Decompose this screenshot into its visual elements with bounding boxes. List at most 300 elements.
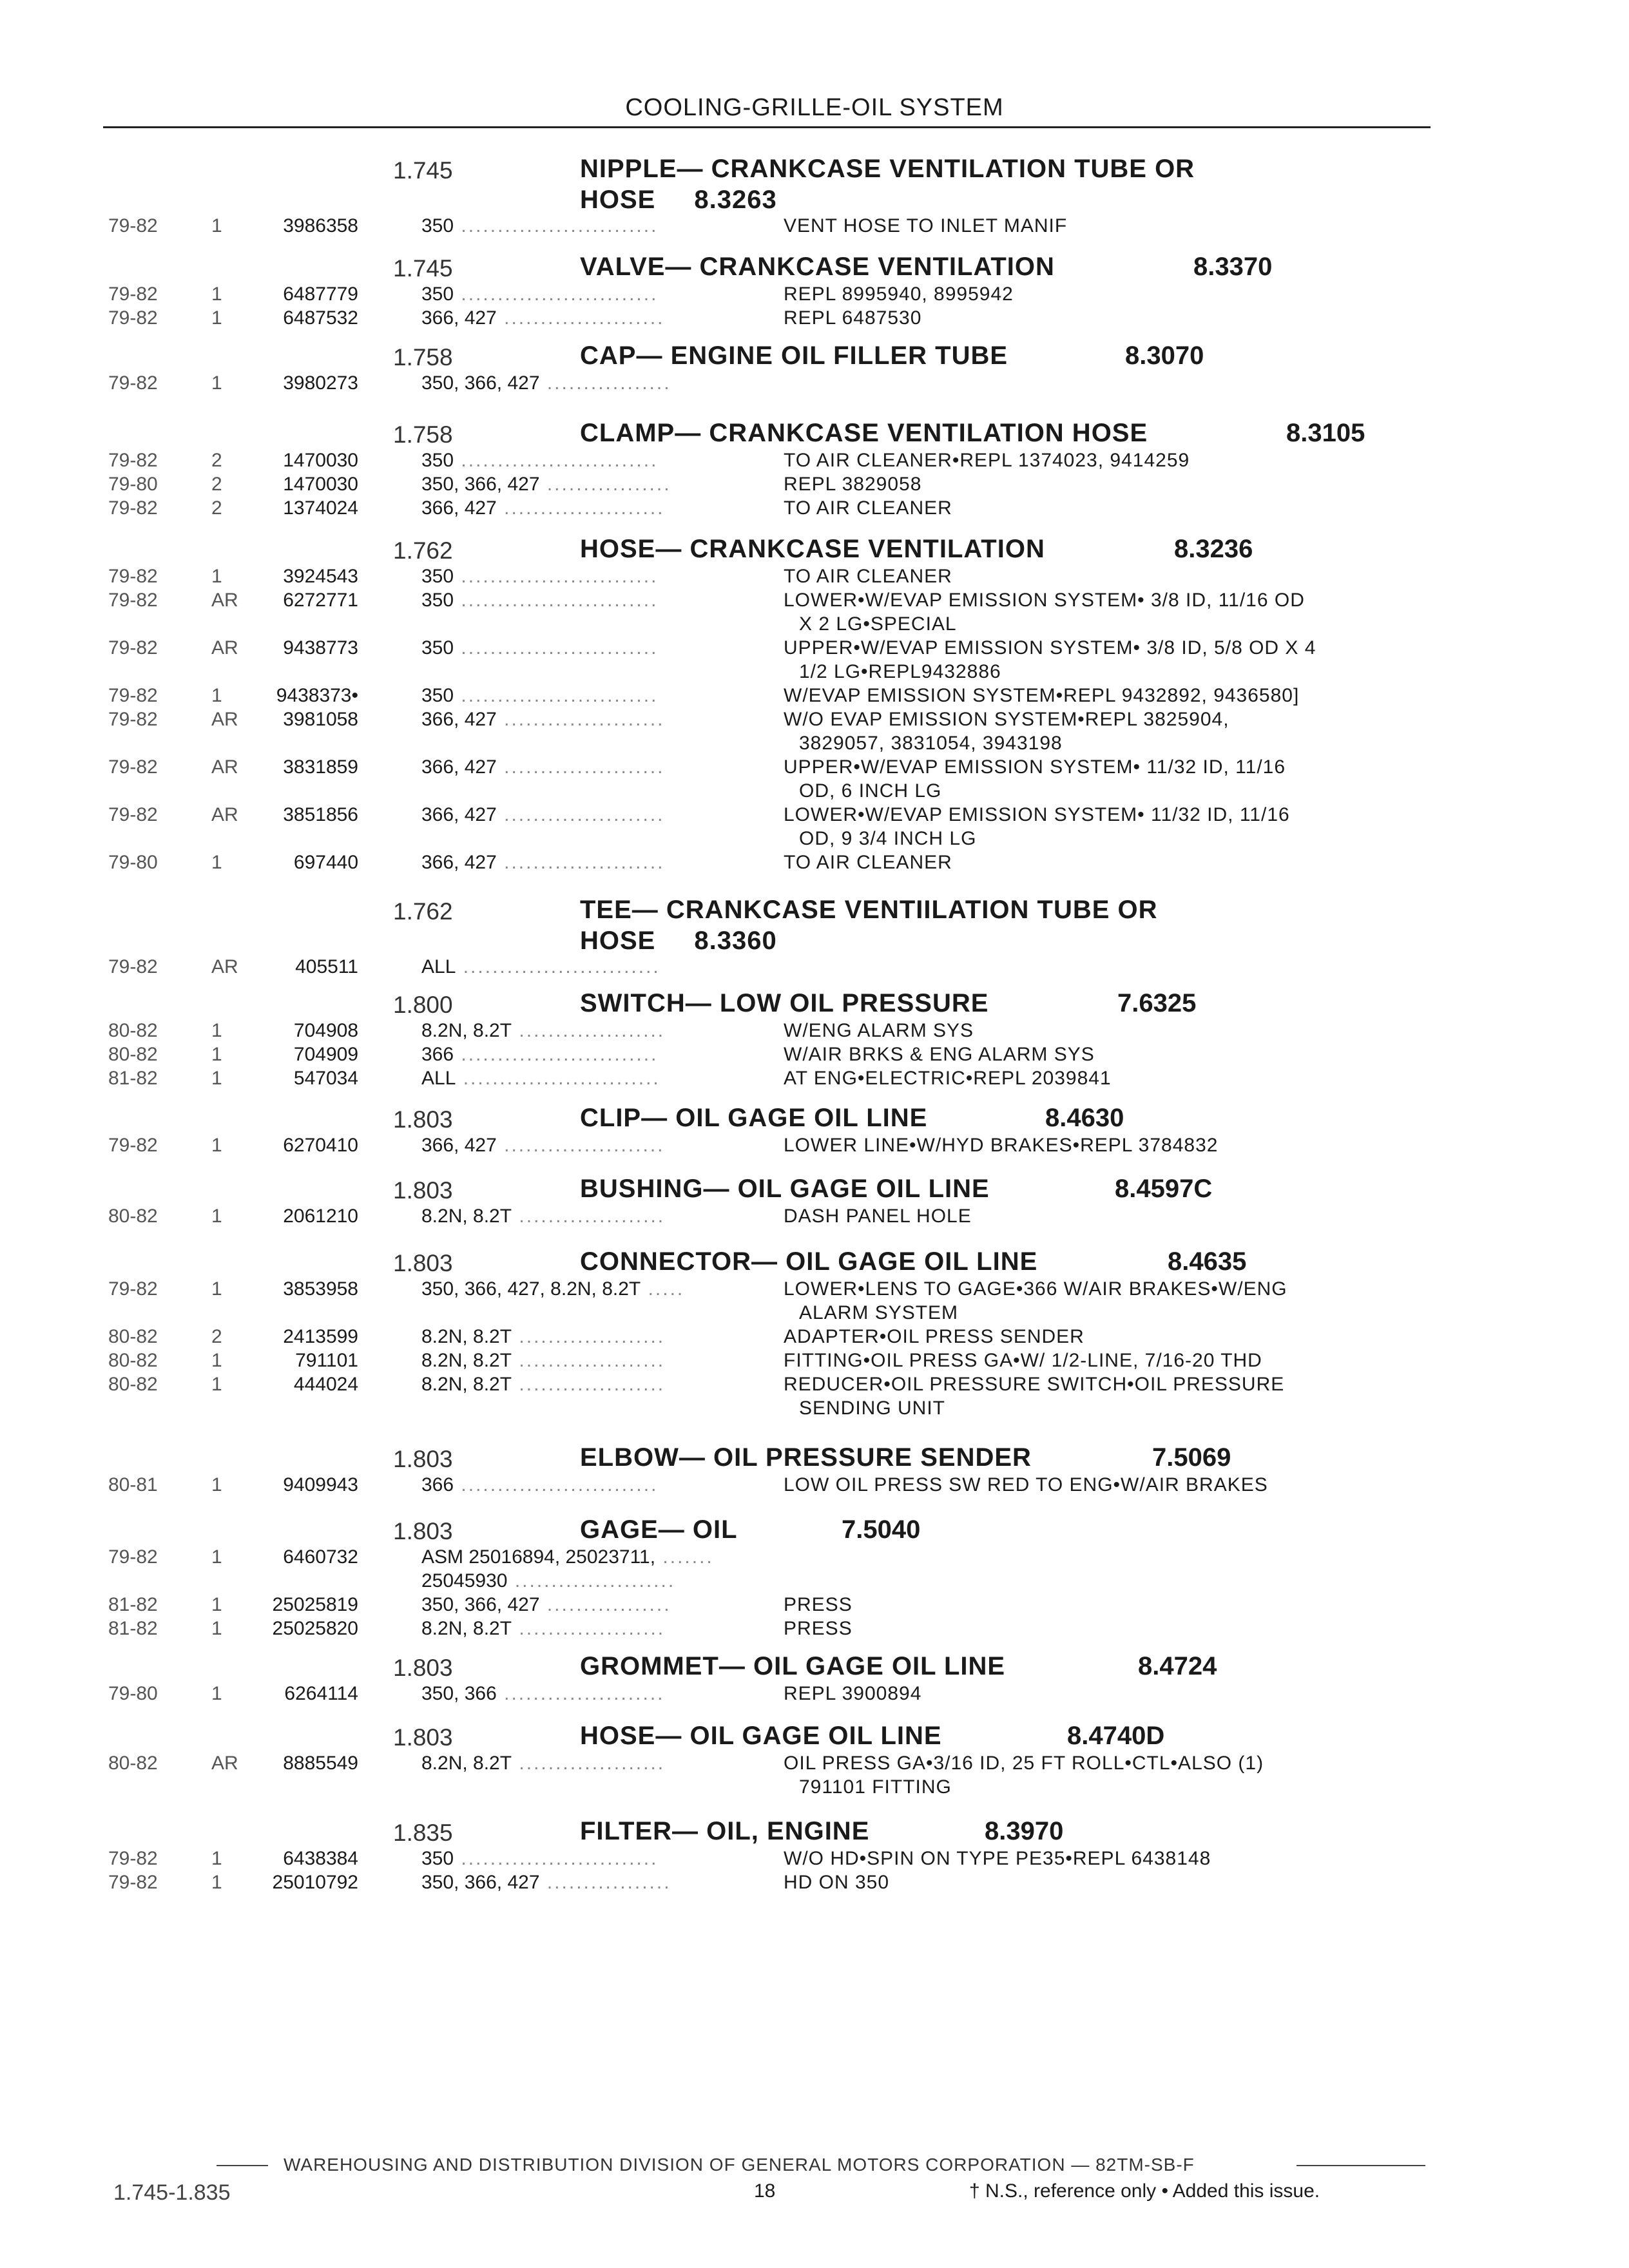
description: TO AIR CLEANER bbox=[784, 497, 952, 519]
application: 350 bbox=[421, 1848, 454, 1869]
application-cell bbox=[421, 1848, 658, 1870]
quantity: 2 bbox=[211, 474, 222, 495]
parts-entry bbox=[0, 341, 1629, 396]
group-code: 8.4630 bbox=[1045, 1104, 1124, 1132]
application-cell bbox=[421, 1546, 714, 1568]
part-number: 3980273 bbox=[283, 372, 358, 394]
entry-header bbox=[0, 1104, 1629, 1135]
model-years: 81-82 bbox=[108, 1594, 158, 1615]
group-code: 8.4724 bbox=[1138, 1652, 1217, 1680]
entry-rows bbox=[0, 372, 1629, 396]
table-row bbox=[0, 709, 1629, 756]
reference-number: 1.803 bbox=[393, 1106, 453, 1133]
entry-header bbox=[0, 253, 1629, 284]
application: 350, 366, 427 bbox=[421, 1594, 540, 1615]
application: 8.2N, 8.2T bbox=[421, 1753, 512, 1774]
footer-range: 1.745-1.835 bbox=[113, 2180, 231, 2205]
description: OIL PRESS GA•3/16 ID, 25 FT ROLL•CTL•ALSO (1) bbox=[784, 1753, 1264, 1774]
part-number: 8885549 bbox=[283, 1753, 358, 1774]
entry-rows bbox=[0, 1135, 1629, 1158]
group-code: 8.3360 bbox=[694, 927, 777, 955]
quantity: AR bbox=[211, 637, 238, 658]
part-number: 3986358 bbox=[283, 215, 358, 236]
leader-dots: ...................... bbox=[496, 1135, 665, 1156]
application: 350, 366, 427 bbox=[421, 474, 540, 495]
parts-entry bbox=[0, 1175, 1629, 1229]
application-cell bbox=[421, 1474, 658, 1496]
table-row bbox=[0, 474, 1629, 497]
leader-dots: ...................... bbox=[496, 709, 665, 730]
part-name: HOSE— OIL GAGE OIL LINE bbox=[580, 1722, 942, 1750]
quantity: 1 bbox=[211, 215, 222, 236]
part-number: 6264114 bbox=[284, 1683, 358, 1704]
application-cell bbox=[421, 709, 665, 731]
entry-header bbox=[0, 155, 1629, 215]
application-cell bbox=[421, 1326, 665, 1348]
application-cell bbox=[421, 1278, 684, 1300]
leader-dots: ........................... bbox=[454, 1044, 659, 1065]
footer-division-text: WAREHOUSING AND DISTRIBUTION DIVISION OF GENERAL MOTORS CORPORATION — 82TM-SB-F bbox=[284, 2155, 1195, 2175]
model-years: 79-82 bbox=[108, 307, 158, 329]
reference-number: 1.758 bbox=[393, 421, 453, 448]
description: REPL 3829058 bbox=[784, 474, 922, 495]
description-continued: 1/2 LG•REPL9432886 bbox=[799, 661, 1001, 682]
page-title: COOLING-GRILLE-OIL SYSTEM bbox=[625, 94, 1004, 121]
model-years: 79-82 bbox=[108, 566, 158, 587]
part-number: 1374024 bbox=[283, 497, 358, 519]
part-name: BUSHING— OIL GAGE OIL LINE bbox=[580, 1175, 990, 1203]
reference-number: 1.758 bbox=[393, 344, 453, 370]
description: REPL 8995940, 8995942 bbox=[784, 284, 1014, 305]
leader-dots: ................. bbox=[539, 1872, 671, 1893]
application-cell bbox=[421, 284, 658, 305]
application-cell bbox=[421, 215, 658, 237]
leader-dots: ...................... bbox=[496, 804, 665, 825]
leader-dots: ........................... bbox=[456, 956, 660, 977]
parts-entry bbox=[0, 1817, 1629, 1896]
table-row bbox=[0, 1135, 1629, 1158]
table-row bbox=[0, 1546, 1629, 1570]
table-row bbox=[0, 756, 1629, 804]
application-cell bbox=[421, 1683, 665, 1705]
part-number: 547034 bbox=[293, 1068, 358, 1089]
leader-dots: ........................... bbox=[456, 1068, 660, 1089]
leader-dots: ...................... bbox=[496, 1683, 665, 1704]
part-name-line2: HOSE bbox=[580, 186, 656, 214]
table-row bbox=[0, 1474, 1629, 1498]
group-code: 7.5040 bbox=[842, 1515, 921, 1544]
application: 366, 427 bbox=[421, 497, 497, 519]
quantity: AR bbox=[211, 590, 238, 611]
leader-dots: ................. bbox=[539, 474, 671, 495]
part-name-continued bbox=[580, 186, 777, 215]
application: 366 bbox=[421, 1474, 454, 1495]
description-continued: X 2 LG•SPECIAL bbox=[799, 613, 957, 635]
table-row bbox=[0, 307, 1629, 331]
reference-number: 1.803 bbox=[393, 1518, 453, 1544]
part-number: 791101 bbox=[295, 1350, 358, 1371]
application-cell bbox=[421, 956, 660, 978]
table-row bbox=[0, 1044, 1629, 1068]
leader-dots: ...................... bbox=[496, 307, 665, 329]
leader-dots: ........................... bbox=[454, 1474, 659, 1495]
leader-dots: .................... bbox=[512, 1618, 666, 1639]
quantity: 1 bbox=[211, 1374, 222, 1395]
entry-rows bbox=[0, 566, 1629, 876]
leader-dots: .................... bbox=[512, 1326, 666, 1347]
part-number: 25025820 bbox=[272, 1618, 358, 1639]
part-number: 9438773 bbox=[283, 637, 358, 658]
application: 8.2N, 8.2T bbox=[421, 1020, 512, 1041]
description: W/O EVAP EMISSION SYSTEM•REPL 3825904, bbox=[784, 709, 1229, 730]
model-years: 80-82 bbox=[108, 1206, 158, 1227]
application: 8.2N, 8.2T bbox=[421, 1326, 512, 1347]
application: 350 bbox=[421, 637, 454, 658]
description: REPL 6487530 bbox=[784, 307, 922, 329]
leader-dots: ...................... bbox=[507, 1570, 676, 1591]
application-cell bbox=[421, 804, 665, 826]
reference-number: 1.835 bbox=[393, 1820, 453, 1846]
leader-dots: ........................... bbox=[454, 637, 659, 658]
reference-number: 1.803 bbox=[393, 1250, 453, 1276]
model-years: 79-80 bbox=[108, 1683, 158, 1704]
table-row bbox=[0, 804, 1629, 852]
quantity: 1 bbox=[211, 1872, 222, 1893]
application: 350 bbox=[421, 450, 454, 471]
parts-entry bbox=[0, 1443, 1629, 1498]
table-row bbox=[0, 1350, 1629, 1374]
parts-entry bbox=[0, 989, 1629, 1091]
model-years: 79-82 bbox=[108, 637, 158, 658]
description-continued: OD, 6 INCH LG bbox=[799, 780, 942, 802]
description: LOWER•LENS TO GAGE•366 W/AIR BRAKES•W/ENG bbox=[784, 1278, 1287, 1300]
description: UPPER•W/EVAP EMISSION SYSTEM• 3/8 ID, 5/8 OD X 4 bbox=[784, 637, 1316, 658]
application-cell bbox=[421, 756, 665, 778]
part-number: 3831859 bbox=[283, 756, 358, 778]
description-continued: 791101 FITTING bbox=[799, 1776, 952, 1798]
application: 350, 366, 427 bbox=[421, 1872, 540, 1893]
quantity: 1 bbox=[211, 1848, 222, 1869]
parts-entry bbox=[0, 253, 1629, 331]
description: PRESS bbox=[784, 1618, 853, 1639]
parts-entry bbox=[0, 1515, 1629, 1642]
application-cell bbox=[421, 497, 665, 519]
quantity: 1 bbox=[211, 1020, 222, 1041]
leader-dots: ........................... bbox=[454, 685, 659, 706]
quantity: 2 bbox=[211, 497, 222, 519]
quantity: AR bbox=[211, 709, 238, 730]
quantity: 1 bbox=[211, 566, 222, 587]
leader-dots: ........................... bbox=[454, 1848, 659, 1869]
entry-rows bbox=[0, 215, 1629, 239]
reference-number: 1.803 bbox=[393, 1177, 453, 1204]
application: 8.2N, 8.2T bbox=[421, 1350, 512, 1371]
description: DASH PANEL HOLE bbox=[784, 1206, 972, 1227]
entry-header bbox=[0, 1817, 1629, 1848]
quantity: 1 bbox=[211, 1068, 222, 1089]
leader-dots: .................... bbox=[512, 1753, 666, 1774]
part-name: ELBOW— OIL PRESSURE SENDER bbox=[580, 1443, 1032, 1472]
quantity: 1 bbox=[211, 1546, 222, 1568]
part-number: 3853958 bbox=[283, 1278, 358, 1300]
table-row bbox=[0, 1848, 1629, 1872]
part-number: 6487779 bbox=[283, 284, 358, 305]
model-years: 80-82 bbox=[108, 1044, 158, 1065]
quantity: 1 bbox=[211, 1474, 222, 1495]
entry-header bbox=[0, 341, 1629, 372]
entry-header bbox=[0, 1175, 1629, 1206]
parts-entry bbox=[0, 1652, 1629, 1707]
application: 350 bbox=[421, 215, 454, 236]
model-years: 79-82 bbox=[108, 804, 158, 825]
description: REPL 3900894 bbox=[784, 1683, 922, 1704]
application: 25045930 bbox=[421, 1570, 508, 1591]
quantity: 1 bbox=[211, 1278, 222, 1300]
part-number: 3981058 bbox=[283, 709, 358, 730]
table-row bbox=[0, 215, 1629, 239]
description: UPPER•W/EVAP EMISSION SYSTEM• 11/32 ID, 11/16 bbox=[784, 756, 1286, 778]
entry-rows bbox=[0, 1206, 1629, 1229]
description: ADAPTER•OIL PRESS SENDER bbox=[784, 1326, 1084, 1347]
application: 366, 427 bbox=[421, 756, 497, 778]
part-number: 1470030 bbox=[283, 450, 358, 471]
leader-dots: ........................... bbox=[454, 450, 659, 471]
part-number: 1470030 bbox=[283, 474, 358, 495]
model-years: 80-82 bbox=[108, 1020, 158, 1041]
part-number: 25025819 bbox=[272, 1594, 358, 1615]
entry-header bbox=[0, 989, 1629, 1020]
part-name: VALVE— CRANKCASE VENTILATION bbox=[580, 253, 1055, 281]
model-years: 80-82 bbox=[108, 1374, 158, 1395]
quantity: AR bbox=[211, 1753, 238, 1774]
description: FITTING•OIL PRESS GA•W/ 1/2-LINE, 7/16-20 THD bbox=[784, 1350, 1262, 1371]
table-row bbox=[0, 1374, 1629, 1421]
model-years: 79-82 bbox=[108, 1135, 158, 1156]
description-continued: 3829057, 3831054, 3943198 bbox=[799, 733, 1063, 754]
model-years: 79-82 bbox=[108, 497, 158, 519]
description: LOW OIL PRESS SW RED TO ENG•W/AIR BRAKES bbox=[784, 1474, 1268, 1495]
model-years: 80-82 bbox=[108, 1753, 158, 1774]
part-name-line2: HOSE bbox=[580, 927, 656, 955]
part-name: SWITCH— LOW OIL PRESSURE bbox=[580, 989, 989, 1017]
parts-entry bbox=[0, 155, 1629, 239]
description: LOWER•W/EVAP EMISSION SYSTEM• 3/8 ID, 11/16 OD bbox=[784, 590, 1305, 611]
application-cell bbox=[421, 474, 671, 495]
leader-dots: ....... bbox=[655, 1546, 714, 1568]
application-cell bbox=[421, 307, 665, 329]
quantity: 1 bbox=[211, 372, 222, 394]
part-number: 9409943 bbox=[283, 1474, 358, 1495]
application: 350 bbox=[421, 566, 454, 587]
parts-entry bbox=[0, 1722, 1629, 1800]
part-name: CLIP— OIL GAGE OIL LINE bbox=[580, 1104, 928, 1132]
description-continued: OD, 9 3/4 INCH LG bbox=[799, 828, 977, 849]
entry-header bbox=[0, 419, 1629, 450]
application-cell bbox=[421, 1044, 658, 1066]
leader-dots: ................. bbox=[539, 1594, 671, 1615]
table-row bbox=[0, 956, 1629, 980]
part-number: 405511 bbox=[295, 956, 358, 977]
part-number: 704909 bbox=[293, 1044, 358, 1065]
application: 8.2N, 8.2T bbox=[421, 1374, 512, 1395]
application-cell bbox=[421, 372, 671, 394]
footer-rule-right bbox=[1296, 2165, 1425, 2166]
entry-rows bbox=[0, 1848, 1629, 1896]
part-name: FILTER— OIL, ENGINE bbox=[580, 1817, 870, 1845]
description: TO AIR CLEANER bbox=[784, 566, 952, 587]
application: 366, 427 bbox=[421, 852, 497, 873]
quantity: 1 bbox=[211, 685, 222, 706]
part-number: 704908 bbox=[293, 1020, 358, 1041]
model-years: 79-82 bbox=[108, 685, 158, 706]
group-code: 8.3263 bbox=[694, 186, 777, 214]
part-number: 444024 bbox=[293, 1374, 358, 1395]
group-code: 8.4740D bbox=[1067, 1722, 1165, 1750]
application-cell bbox=[421, 1618, 665, 1640]
description: VENT HOSE TO INLET MANIF bbox=[784, 215, 1068, 236]
model-years: 80-81 bbox=[108, 1474, 158, 1495]
part-name: GROMMET— OIL GAGE OIL LINE bbox=[580, 1652, 1006, 1680]
table-row bbox=[0, 685, 1629, 709]
entry-rows bbox=[0, 1474, 1629, 1498]
part-number: 6272771 bbox=[283, 590, 358, 611]
model-years: 79-82 bbox=[108, 590, 158, 611]
application: 350, 366 bbox=[421, 1683, 497, 1704]
reference-number: 1.745 bbox=[393, 255, 453, 282]
table-row bbox=[0, 852, 1629, 876]
part-number: 6270410 bbox=[283, 1135, 358, 1156]
application-cell bbox=[421, 637, 658, 659]
table-row bbox=[0, 1278, 1629, 1326]
model-years: 79-82 bbox=[108, 215, 158, 236]
entry-header bbox=[0, 896, 1629, 956]
footer-note: † N.S., reference only • Added this issue. bbox=[969, 2180, 1320, 2202]
quantity: 1 bbox=[211, 307, 222, 329]
group-code: 8.3105 bbox=[1286, 419, 1365, 447]
parts-entry bbox=[0, 1104, 1629, 1158]
leader-dots: ........................... bbox=[454, 215, 659, 236]
part-name: NIPPLE— CRANKCASE VENTILATION TUBE OR bbox=[580, 155, 1195, 183]
quantity: 2 bbox=[211, 450, 222, 471]
application-cell bbox=[421, 1135, 665, 1157]
group-code: 7.5069 bbox=[1152, 1443, 1231, 1472]
model-years: 79-82 bbox=[108, 372, 158, 394]
part-number: 6487532 bbox=[283, 307, 358, 329]
entry-rows bbox=[0, 956, 1629, 980]
group-code: 8.3070 bbox=[1125, 341, 1204, 370]
part-name: GAGE— OIL bbox=[580, 1515, 738, 1544]
leader-dots: ..... bbox=[641, 1278, 685, 1300]
table-row bbox=[0, 590, 1629, 637]
quantity: 1 bbox=[211, 1350, 222, 1371]
table-row bbox=[0, 1594, 1629, 1618]
entry-rows bbox=[0, 1020, 1629, 1091]
model-years: 79-82 bbox=[108, 284, 158, 305]
application: 350 bbox=[421, 685, 454, 706]
group-code: 8.3970 bbox=[985, 1817, 1064, 1845]
part-name: CAP— ENGINE OIL FILLER TUBE bbox=[580, 341, 1008, 370]
application: 350 bbox=[421, 284, 454, 305]
quantity: 1 bbox=[211, 1683, 222, 1704]
model-years: 79-82 bbox=[108, 1546, 158, 1568]
part-number: 2413599 bbox=[283, 1326, 358, 1347]
table-row bbox=[0, 1618, 1629, 1642]
application-cell bbox=[421, 852, 665, 874]
parts-entry bbox=[0, 1247, 1629, 1421]
model-years: 81-82 bbox=[108, 1618, 158, 1639]
table-row bbox=[0, 566, 1629, 590]
leader-dots: ........................... bbox=[454, 566, 659, 587]
entry-rows bbox=[0, 1683, 1629, 1707]
entry-rows bbox=[0, 284, 1629, 331]
description-continued: ALARM SYSTEM bbox=[799, 1302, 959, 1323]
table-row bbox=[0, 1020, 1629, 1044]
group-code: 8.3236 bbox=[1174, 535, 1253, 563]
application-cell bbox=[421, 590, 658, 611]
application: 8.2N, 8.2T bbox=[421, 1206, 512, 1227]
application: ASM 25016894, 25023711, bbox=[421, 1546, 656, 1568]
quantity: 1 bbox=[211, 1044, 222, 1065]
model-years: 79-82 bbox=[108, 956, 158, 977]
group-code: 8.4635 bbox=[1168, 1247, 1247, 1276]
description: LOWER•W/EVAP EMISSION SYSTEM• 11/32 ID, 11/16 bbox=[784, 804, 1290, 825]
model-years: 79-82 bbox=[108, 756, 158, 778]
table-row bbox=[0, 284, 1629, 307]
leader-dots: ........................... bbox=[454, 284, 659, 305]
quantity: 1 bbox=[211, 1206, 222, 1227]
application: ALL bbox=[421, 1068, 456, 1089]
reference-number: 1.745 bbox=[393, 157, 453, 184]
description: HD ON 350 bbox=[784, 1872, 890, 1893]
model-years: 80-82 bbox=[108, 1326, 158, 1347]
part-number: 25010792 bbox=[272, 1872, 358, 1893]
description: TO AIR CLEANER•REPL 1374023, 9414259 bbox=[784, 450, 1190, 471]
reference-number: 1.762 bbox=[393, 898, 453, 925]
table-row bbox=[0, 1206, 1629, 1229]
description-continued: SENDING UNIT bbox=[799, 1398, 946, 1419]
model-years: 79-82 bbox=[108, 1278, 158, 1300]
table-row bbox=[0, 497, 1629, 521]
application: 366, 427 bbox=[421, 307, 497, 329]
group-code: 8.4597C bbox=[1115, 1175, 1213, 1203]
model-years: 79-80 bbox=[108, 852, 158, 873]
leader-dots: .................... bbox=[512, 1374, 666, 1395]
description: W/EVAP EMISSION SYSTEM•REPL 9432892, 9436580] bbox=[784, 685, 1300, 706]
entry-header bbox=[0, 1443, 1629, 1474]
description: PRESS bbox=[784, 1594, 853, 1615]
description: W/ENG ALARM SYS bbox=[784, 1020, 974, 1041]
model-years: 79-82 bbox=[108, 709, 158, 730]
application-cell bbox=[421, 1594, 671, 1616]
model-years: 79-82 bbox=[108, 1872, 158, 1893]
model-years: 79-82 bbox=[108, 450, 158, 471]
description: LOWER LINE•W/HYD BRAKES•REPL 3784832 bbox=[784, 1135, 1219, 1156]
entry-header bbox=[0, 1722, 1629, 1753]
table-row bbox=[0, 1570, 1629, 1594]
footer-rule-left bbox=[217, 2165, 268, 2166]
quantity: 1 bbox=[211, 852, 222, 873]
quantity: AR bbox=[211, 804, 238, 825]
application-cell bbox=[421, 450, 658, 472]
quantity: 2 bbox=[211, 1326, 222, 1347]
application: 350, 366, 427 bbox=[421, 372, 540, 394]
application: ALL bbox=[421, 956, 456, 977]
description: TO AIR CLEANER bbox=[784, 852, 952, 873]
quantity: 1 bbox=[211, 284, 222, 305]
leader-dots: ...................... bbox=[496, 756, 665, 778]
application: 366, 427 bbox=[421, 804, 497, 825]
parts-entry bbox=[0, 535, 1629, 876]
